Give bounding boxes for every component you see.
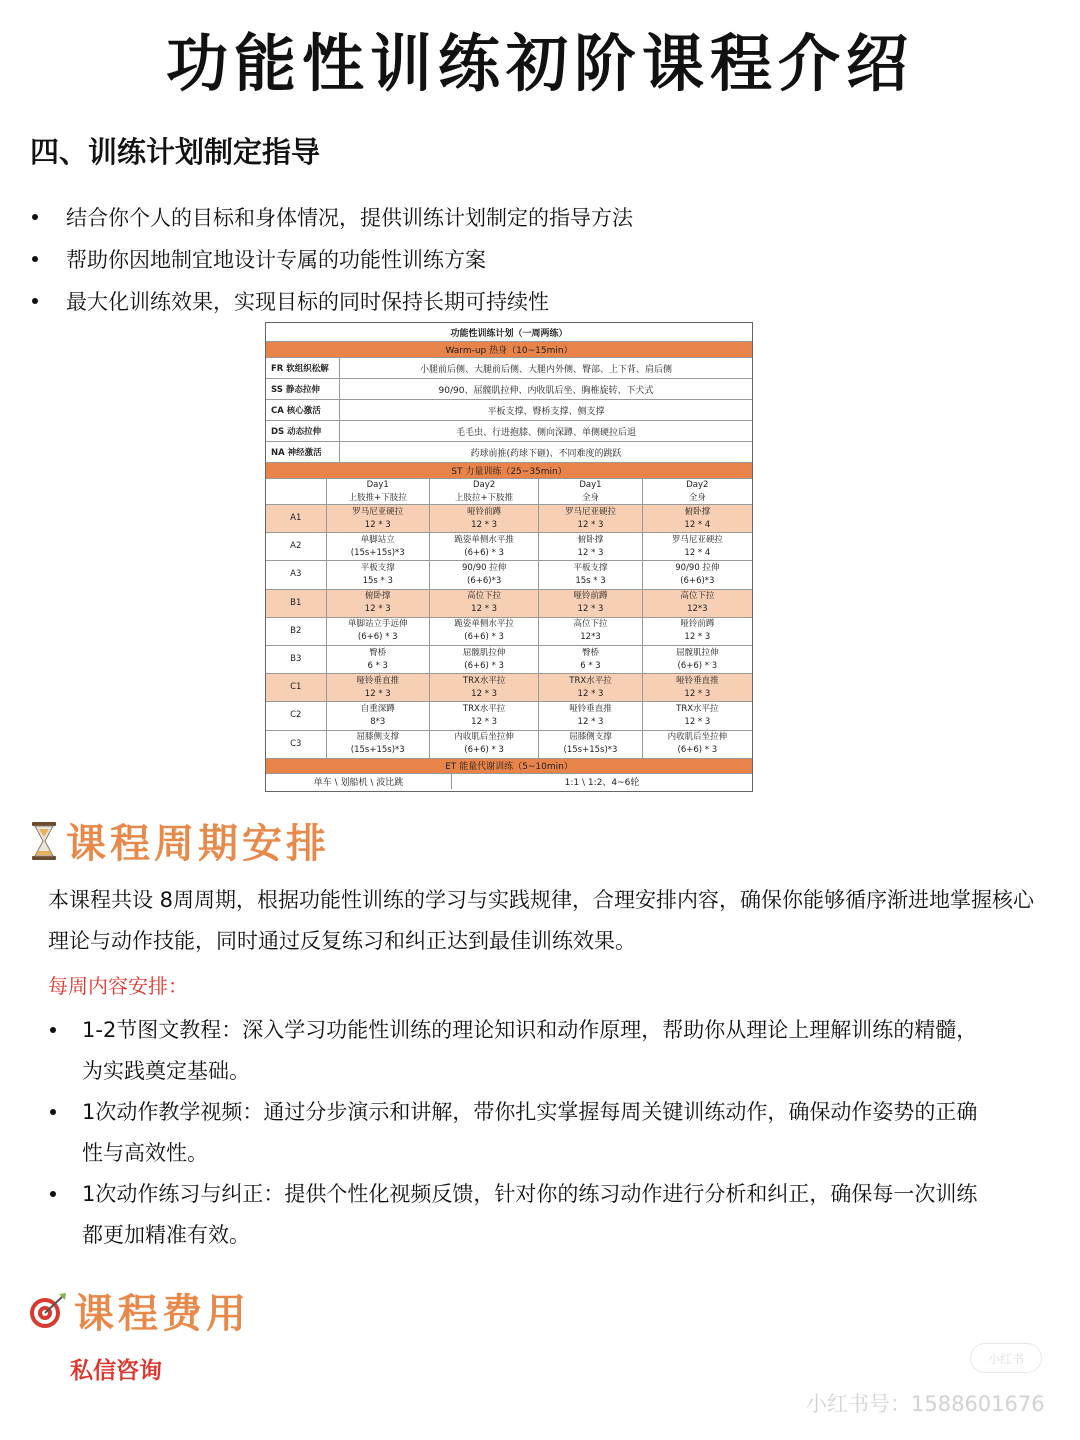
exercise-sets: 15s * 3 <box>362 575 393 586</box>
warmup-value: 90/90、屈髋肌拉伸、内收肌后坐、胸椎旋转、下犬式 <box>438 385 654 396</box>
exercise-cell <box>430 702 539 729</box>
exercise-cell <box>430 590 539 617</box>
exercise-name: 俯卧撑 <box>364 591 391 602</box>
exercise-cell <box>430 646 539 673</box>
exercise-name: 罗马尼亚硬拉 <box>352 506 404 517</box>
header-focus: 全身 <box>581 492 599 503</box>
exercise-name: 内收肌后坐拉伸 <box>454 732 514 743</box>
warmup-label: NA 神经激活 <box>266 442 340 462</box>
warmup-row <box>266 442 752 463</box>
exercise-name: 臀桥 <box>581 647 599 658</box>
exercise-name: 屈髋肌拉伸 <box>676 647 719 658</box>
exercise-name: 高位下拉 <box>573 619 608 630</box>
exercise-name: TRX水平拉 <box>462 703 506 714</box>
exercise-name: 单脚站立手远伸 <box>347 619 408 630</box>
exercise-name: 哑铃垂直推 <box>569 703 612 714</box>
schedule-intro: 本课程共设 8周周期，根据功能性训练的学习与实践规律，合理安排内容，确保你能够循序渐进地掌握核心理论与动作技能，同时通过反复练习和纠正达到最佳训练效果。 <box>48 888 1035 953</box>
exercise-cell <box>327 646 430 673</box>
header-focus: 全身 <box>688 492 706 503</box>
warmup-label: DS 动态拉伸 <box>266 421 340 441</box>
exercise-name: 屈膝侧支撑 <box>356 732 399 743</box>
bullet-dot-icon <box>50 1191 56 1197</box>
exercise-cell <box>539 702 642 729</box>
exercise-cell <box>430 505 539 532</box>
page-title: 功能性训练初阶课程介绍 <box>165 27 914 100</box>
training-plan-table <box>265 322 753 792</box>
exercise-name: 哑铃垂直推 <box>676 675 719 686</box>
warmup-label: CA 核心激活 <box>266 400 340 420</box>
watermark-badge: 小红书 <box>970 1343 1042 1373</box>
exercise-code: C3 <box>266 731 327 758</box>
exercise-name: 哑铃前蹲 <box>680 619 715 630</box>
bullet-dot-icon <box>32 214 38 220</box>
exercise-cell <box>539 731 642 758</box>
exercise-name: 平板支撑 <box>360 562 395 573</box>
list-item: 帮助你因地制宜地设计专属的功能性训练方案 <box>30 238 633 280</box>
exercise-sets: 12 * 3 <box>577 547 604 558</box>
exercise-sets: (6+6) * 3 <box>357 632 398 643</box>
exercise-sets: 12 * 3 <box>577 519 604 530</box>
exercise-code: A3 <box>266 561 327 588</box>
bullet-dot-icon <box>32 256 38 262</box>
exercise-name: 自重深蹲 <box>360 703 395 714</box>
exercise-name: 跪姿单侧水平拉 <box>454 619 514 630</box>
exercise-cell <box>643 561 752 588</box>
warmup-value: 小腿前后侧、大腿前后侧、大腿内外侧、臀部、上下背、肩后侧 <box>419 364 672 375</box>
exercise-code: B1 <box>266 590 327 617</box>
exercise-code: C1 <box>266 674 327 701</box>
exercise-cell <box>539 561 642 588</box>
exercise-name: 屈髋肌拉伸 <box>462 647 506 658</box>
exercise-sets: 12 * 3 <box>364 688 391 699</box>
exercise-name: 俯卧撑 <box>684 506 711 517</box>
exercise-row <box>266 618 752 646</box>
consult-text: 私信咨询 <box>70 1358 162 1384</box>
exercise-code: A1 <box>266 505 327 532</box>
exercise-cell <box>430 674 539 701</box>
warmup-row <box>266 421 752 442</box>
exercise-sets: 12 * 3 <box>364 519 391 530</box>
bullet-dot-icon <box>50 1027 56 1033</box>
et-left: 单车 \ 划船机 \ 波比跳 <box>266 774 452 789</box>
header-day: Day2 <box>686 479 709 490</box>
exercise-name: 高位下拉 <box>467 591 502 602</box>
warmup-row <box>266 400 752 421</box>
weekly-content-list <box>48 1010 978 1256</box>
exercise-sets: 12 * 3 <box>471 688 498 699</box>
header-day: Day1 <box>366 479 389 490</box>
header-day: Day2 <box>473 479 496 490</box>
warmup-label: FR 软组织松解 <box>266 358 340 378</box>
bullet-dot-icon <box>32 298 38 304</box>
exercise-sets: (6+6) * 3 <box>464 660 504 671</box>
list-item: 结合你个人的目标和身体情况，提供训练计划制定的指导方法 <box>30 196 633 238</box>
exercise-sets: 15s * 3 <box>575 575 606 586</box>
list-item: 最大化训练效果，实现目标的同时保持长期可持续性 <box>30 280 633 322</box>
plan-title: 功能性训练计划（一周两练） <box>266 323 752 342</box>
guidance-bullet-list <box>30 196 633 322</box>
header-focus: 上肢拉+下肢推 <box>455 492 514 503</box>
warmup-bar: Warm-up 热身（10~15min） <box>266 342 752 358</box>
warmup-value: 平板支撑、臀桥支撑、侧支撑 <box>487 406 605 417</box>
schedule-heading <box>30 812 330 869</box>
exercise-cell <box>327 674 430 701</box>
exercise-cell <box>539 674 642 701</box>
warmup-value: 毛毛虫、行进抱膝、侧向深蹲、单侧硬拉后退 <box>455 427 636 438</box>
warmup-label: SS 静态拉伸 <box>266 379 340 399</box>
exercise-cell <box>539 590 642 617</box>
header-day: Day1 <box>579 479 602 490</box>
exercise-cell <box>430 731 539 758</box>
exercise-sets: 8*3 <box>370 716 386 727</box>
exercise-cell <box>539 533 642 560</box>
exercise-name: 高位下拉 <box>680 591 715 602</box>
exercise-sets: 12 * 3 <box>577 688 604 699</box>
exercise-cell <box>327 505 430 532</box>
bullet-dot-icon <box>50 1109 56 1115</box>
et-bar: ET 能量代谢训练（5~10min） <box>266 759 752 774</box>
exercise-cell <box>430 561 539 588</box>
exercise-name: 罗马尼亚硬拉 <box>564 506 616 517</box>
exercise-name: TRX水平拉 <box>569 675 612 686</box>
exercise-sets: 6 * 3 <box>367 660 388 671</box>
exercise-code: B2 <box>266 618 327 645</box>
list-item: 1次动作练习与纠正：提供个性化视频反馈，针对你的练习动作进行分析和纠正，确保每一次训练都更加精准有效。 <box>48 1174 978 1256</box>
exercise-cell <box>327 731 430 758</box>
exercise-sets: 12 * 4 <box>684 519 711 530</box>
weekly-content-heading: 每周内容安排： <box>48 974 188 998</box>
list-item: 1次动作教学视频：通过分步演示和讲解，带你扎实掌握每周关键训练动作，确保动作姿势的正确性与高效性。 <box>48 1092 978 1174</box>
exercise-name: 90/90 拉伸 <box>462 562 507 573</box>
exercise-cell <box>539 646 642 673</box>
target-icon <box>28 1291 68 1331</box>
section-heading-training-plan: 四、训练计划制定指导 <box>30 135 321 169</box>
exercise-name: 俯卧撑 <box>577 534 604 545</box>
exercise-cell <box>643 505 752 532</box>
exercise-name: 哑铃前蹲 <box>573 591 608 602</box>
exercise-sets: 6 * 3 <box>580 660 601 671</box>
exercise-sets: 12 * 3 <box>684 716 711 727</box>
exercise-sets: (6+6) * 3 <box>464 632 504 643</box>
exercise-sets: (6+6) * 3 <box>464 547 504 558</box>
exercise-cell <box>539 618 642 645</box>
exercise-sets: 12 * 3 <box>364 604 391 615</box>
exercise-sets: (15s+15s)*3 <box>350 547 405 558</box>
exercise-row <box>266 533 752 561</box>
exercise-sets: (6+6) * 3 <box>677 745 718 756</box>
exercise-sets: 12 * 3 <box>471 519 498 530</box>
exercise-name: 跪姿单侧水平推 <box>454 534 514 545</box>
exercise-name: 屈膝侧支撑 <box>569 732 612 743</box>
exercise-sets: (6+6)*3 <box>467 575 502 586</box>
exercise-name: 罗马尼亚硬拉 <box>671 534 723 545</box>
exercise-name: 哑铃垂直推 <box>356 675 399 686</box>
exercise-cell <box>327 561 430 588</box>
exercise-sets: 12*3 <box>580 632 601 643</box>
exercise-row <box>266 731 752 759</box>
exercise-name: 单脚站立 <box>360 534 395 545</box>
exercise-row <box>266 674 752 702</box>
exercise-name: 平板支撑 <box>573 562 608 573</box>
exercise-cell <box>327 618 430 645</box>
exercise-cell <box>643 590 752 617</box>
exercise-sets: (15s+15s)*3 <box>350 745 405 756</box>
exercise-cell <box>643 646 752 673</box>
schedule-heading-text: 课程周期安排 <box>66 820 330 867</box>
exercise-sets: 12 * 3 <box>577 604 604 615</box>
strength-bar: ST 力量训练（25~35min） <box>266 463 752 479</box>
exercise-sets: 12 * 3 <box>471 604 498 615</box>
exercise-sets: (6+6) * 3 <box>464 745 504 756</box>
exercise-cell <box>643 533 752 560</box>
exercise-cell <box>643 702 752 729</box>
exercise-sets: (6+6) * 3 <box>677 660 718 671</box>
exercise-cell <box>643 731 752 758</box>
exercise-sets: 12 * 3 <box>471 716 498 727</box>
hourglass-icon <box>30 821 58 861</box>
exercise-row <box>266 646 752 674</box>
exercise-name: 哑铃前蹲 <box>467 506 502 517</box>
exercise-row <box>266 590 752 618</box>
exercise-cell <box>539 505 642 532</box>
exercise-sets: 12 * 3 <box>577 716 604 727</box>
exercise-sets: 12*3 <box>687 604 708 615</box>
exercise-name: 臀桥 <box>369 647 387 658</box>
exercise-code: B3 <box>266 646 327 673</box>
plan-header-row <box>266 479 752 505</box>
exercise-row <box>266 702 752 730</box>
exercise-cell <box>327 702 430 729</box>
watermark-id: 小红书号：1588601676 <box>806 1392 1045 1416</box>
exercise-name: TRX水平拉 <box>676 703 719 714</box>
fee-heading <box>28 1282 250 1339</box>
exercise-cell <box>643 618 752 645</box>
exercise-sets: 12 * 4 <box>684 547 711 558</box>
list-item: 1-2节图文教程：深入学习功能性训练的理论知识和动作原理，帮助你从理论上理解训练的精髓，为实践奠定基础。 <box>48 1010 978 1092</box>
exercise-row <box>266 505 752 533</box>
et-right: 1:1 \ 1:2、4~6轮 <box>564 777 640 788</box>
exercise-cell <box>327 533 430 560</box>
exercise-sets: 12 * 3 <box>684 632 711 643</box>
exercise-sets: (6+6)*3 <box>680 575 715 586</box>
exercise-cell <box>430 533 539 560</box>
exercise-code: C2 <box>266 702 327 729</box>
exercise-name: TRX水平拉 <box>462 675 506 686</box>
warmup-row <box>266 379 752 400</box>
fee-heading-text: 课程费用 <box>74 1290 250 1337</box>
exercise-cell <box>327 590 430 617</box>
header-focus: 上肢推+下肢拉 <box>348 492 407 503</box>
exercise-row <box>266 561 752 589</box>
exercise-code: A2 <box>266 533 327 560</box>
exercise-cell <box>643 674 752 701</box>
exercise-cell <box>430 618 539 645</box>
exercise-sets: (15s+15s)*3 <box>563 745 618 756</box>
warmup-row <box>266 358 752 379</box>
exercise-sets: 12 * 3 <box>684 688 711 699</box>
et-row <box>266 774 752 789</box>
warmup-value: 药球前推(药球下砸)、不同难度的跳跃 <box>470 448 622 459</box>
exercise-name: 90/90 拉伸 <box>675 562 720 573</box>
exercise-name: 内收肌后坐拉伸 <box>667 732 728 743</box>
